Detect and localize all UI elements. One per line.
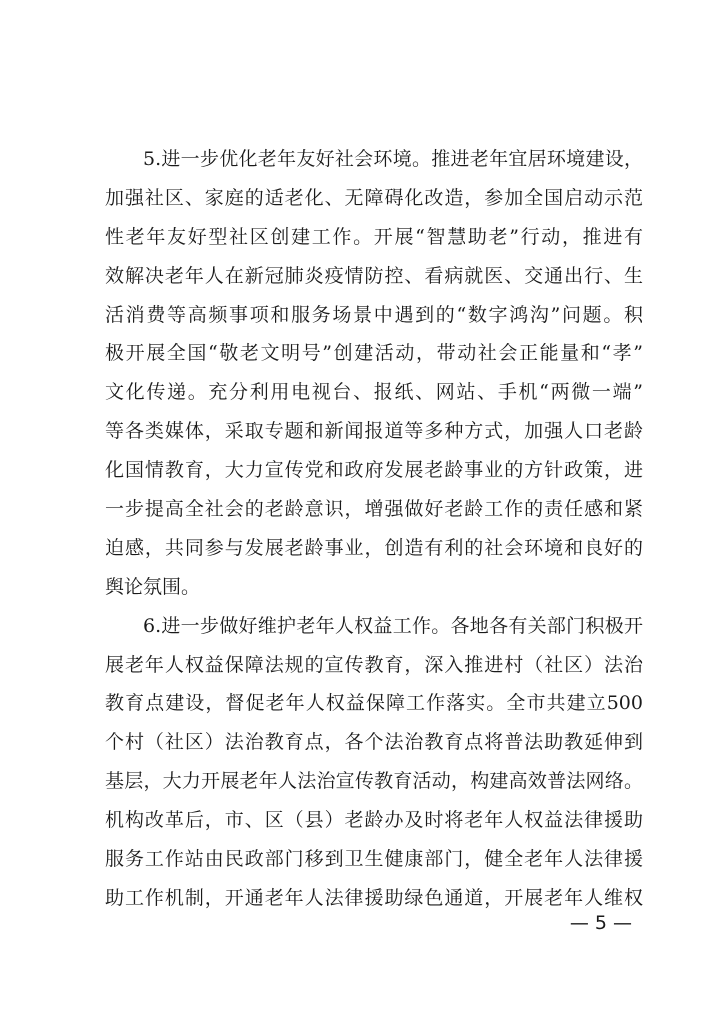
text-line: 迫感，共同参与发展老龄事业，创造有利的社会环境和良好的 [105, 536, 643, 559]
text-line: 加强社区、家庭的适老化、无障碍化改造，参加全国启动示范 [105, 186, 643, 209]
text-line: 文化传递。充分利用电视台、报纸、网站、手机“两微一端” [105, 381, 643, 404]
text-line: 极开展全国“敬老文明号”创建活动，带动社会正能量和“孝” [105, 342, 643, 365]
paragraph-5 [105, 140, 643, 607]
text-line: 助工作机制，开通老年人法律援助绿色通道，开展老年人维权 [105, 886, 643, 909]
text-line: 一步提高全社会的老龄意识，增强做好老龄工作的责任感和紧 [105, 498, 643, 521]
text-line: 展老年人权益保障法规的宣传教育，深入推进村（社区）法治 [105, 653, 643, 676]
text-line: 教育点建设，督促老年人权益保障工作落实。全市共建立500 [105, 692, 643, 715]
text-line: 5.进一步优化老年友好社会环境。推进老年宜居环境建设， [143, 148, 643, 170]
text-line: 活消费等高频事项和服务场景中遇到的“数字鸿沟”问题。积 [105, 303, 643, 326]
text-line: 效解决老年人在新冠肺炎疫情防控、看病就医、交通出行、生 [105, 264, 643, 287]
text-line: 性老年友好型社区创建工作。开展“智慧助老”行动，推进有 [105, 225, 643, 248]
text-line: 舆论氛围。 [105, 575, 201, 598]
text-line: 个村（社区）法治教育点，各个法治教育点将普法助教延伸到 [105, 731, 643, 754]
paragraph-6 [105, 607, 643, 918]
text-line: 基层，大力开展老年人法治宣传教育活动，构建高效普法网络。 [105, 770, 643, 793]
text-line: 服务工作站由民政部门移到卫生健康部门，健全老年人法律援 [105, 848, 643, 871]
text-line: 6.进一步做好维护老年人权益工作。各地各有关部门积极开 [143, 614, 643, 637]
text-line: 等各类媒体，采取专题和新闻报道等多种方式，加强人口老龄 [105, 420, 643, 443]
body-text [105, 140, 643, 918]
page-number: — 5 — [569, 912, 632, 934]
text-line: 机构改革后，市、区（县）老龄办及时将老年人权益法律援助 [105, 809, 643, 832]
text-line: 化国情教育，大力宣传党和政府发展老龄事业的方针政策，进 [105, 459, 643, 482]
